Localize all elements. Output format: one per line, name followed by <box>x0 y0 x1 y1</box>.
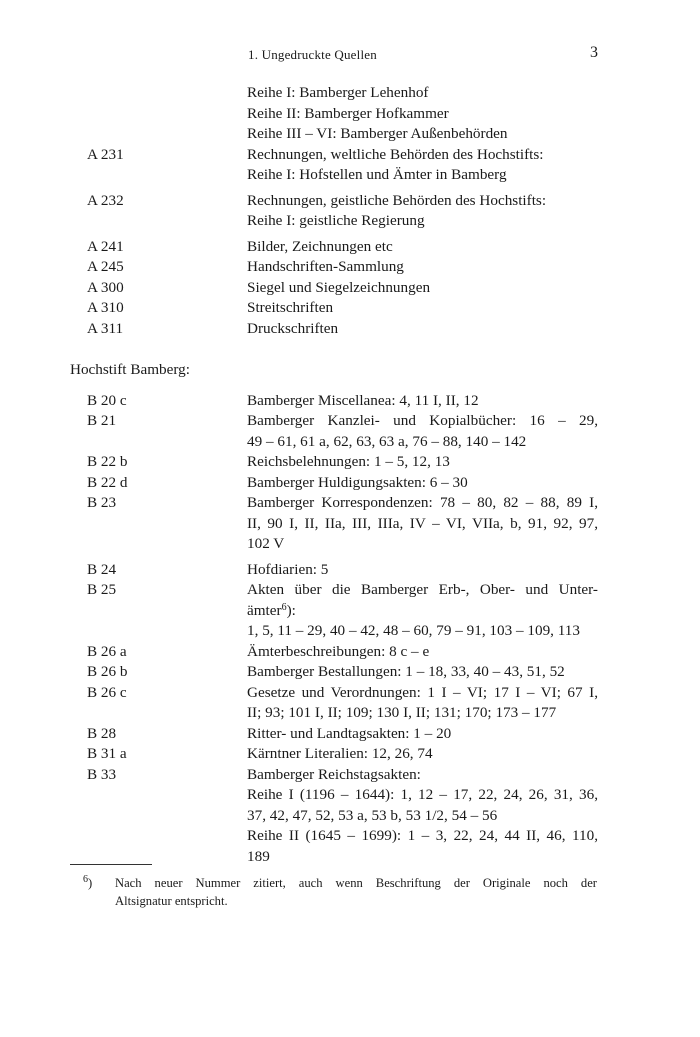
entry-line: Bamberger Korrespondenzen: 78 – 80, 82 – 88, 89 I, <box>247 494 598 511</box>
entry-line: Rechnungen, weltliche Behörden des Hochstifts: <box>247 145 544 163</box>
entry-line <box>247 601 598 622</box>
entry-line: 49 – 61, 61 a, 62, 63, 63 a, 76 – 88, 140 – 142 <box>247 432 527 450</box>
entry-line: Bamberger Bestallungen: 1 – 18, 33, 40 – 43, 51, 52 <box>247 663 565 680</box>
entry-signature <box>0 104 247 125</box>
page-number: 3 <box>590 44 598 61</box>
entry-line: Reihe I: Hofstellen und Ämter in Bamberg <box>247 166 507 183</box>
entry-description <box>247 298 598 319</box>
entry-description <box>247 83 598 104</box>
entry-description <box>247 391 598 412</box>
entry-row <box>0 104 700 125</box>
entry-line: Bamberger Miscellanea: 4, 11 I, II, 12 <box>247 391 479 409</box>
entry-line: Reihe II (1645 – 1699): 1 – 3, 22, 24, 44 II, 46, 110, <box>247 827 598 844</box>
entry-line: Gesetze und Verordnungen: 1 I – VI; 17 I – VI; 67 I, <box>247 683 598 701</box>
entry-line: Reihe III – VI: Bamberger Außenbehörden <box>247 125 508 142</box>
entry-description <box>247 683 598 724</box>
entry-row <box>0 724 700 745</box>
entry-line: 1, 5, 11 – 29, 40 – 42, 48 – 60, 79 – 91, 103 – 109, 113 <box>247 622 580 639</box>
footnote-text <box>87 874 597 910</box>
entry-line: Streitschriften <box>247 299 334 316</box>
entry-signature: B 22 d <box>87 473 128 491</box>
entry-row <box>0 278 700 299</box>
entry-line: Reihe I (1196 – 1644): 1, 12 – 17, 22, 24, 26, 31, 36, <box>247 786 598 803</box>
entry-description <box>247 473 598 494</box>
entry-line: Bamberger Kanzlei- und Kopialbücher: 16 – 29, <box>247 412 598 429</box>
entry-row <box>0 191 700 232</box>
entry-signature: B 23 <box>87 494 117 511</box>
entry-row <box>0 662 700 683</box>
entry-description <box>247 560 598 581</box>
entry-signature: B 26 a <box>87 642 127 660</box>
entry-signature <box>0 124 247 145</box>
entry-line: Bamberger Reichstagsakten: <box>247 765 421 783</box>
entry-row <box>0 145 700 186</box>
entry-row <box>0 765 700 868</box>
entry-line: Druckschriften <box>247 319 339 337</box>
entry-signature: A 231 <box>87 145 124 163</box>
footnote-marker <box>83 874 92 892</box>
entry-row <box>0 683 700 724</box>
entry-description <box>247 744 598 765</box>
entry-signature: B 33 <box>87 765 117 783</box>
entry-line: Rechnungen, geistliche Behörden des Hochstifts: <box>247 191 547 209</box>
footnote <box>83 874 597 910</box>
entry-row <box>0 298 700 319</box>
entry-row <box>0 124 700 145</box>
entry-row <box>0 580 700 642</box>
entry-line: Hofdiarien: 5 <box>247 560 329 578</box>
entry-row <box>0 452 700 473</box>
entry-description <box>247 191 598 232</box>
entry-line: Reihe II: Bamberger Hofkammer <box>247 104 449 122</box>
entry-line: II; 93; 101 I, II; 109; 130 I, II; 131; 170; 173 – 177 <box>247 704 557 721</box>
entry-line: Reihe I: Bamberger Lehenhof <box>247 84 429 101</box>
entry-description <box>247 145 598 186</box>
entry-line: II, 90 I, II, IIa, III, IIIa, IV – VI, VIIa, b, 91, 92, 97, <box>247 514 598 532</box>
entry-line-suffix: ): <box>286 601 296 619</box>
entry-description <box>247 319 598 340</box>
entry-row <box>0 411 700 452</box>
entry-row <box>0 257 700 278</box>
entry-description <box>247 724 598 745</box>
entry-row <box>0 391 700 412</box>
entry-row <box>0 319 700 340</box>
entry-row <box>0 642 700 663</box>
footnote-divider <box>70 864 152 865</box>
entry-signature: B 25 <box>87 581 117 598</box>
footnote-marker-suffix: ) <box>88 876 93 890</box>
running-title: 1. Ungedruckte Quellen <box>248 47 377 62</box>
footnote-line: Altsignatur entspricht. <box>115 894 228 908</box>
entry-line: Handschriften-Sammlung <box>247 258 404 275</box>
footnote-reference[interactable]: 6 <box>281 601 287 613</box>
section-heading: Hochstift Bamberg: <box>70 361 190 378</box>
entry-description <box>247 237 598 258</box>
entry-description <box>247 580 598 642</box>
entry-row <box>0 744 700 765</box>
entry-signature: A 310 <box>87 299 124 316</box>
entry-line: Bamberger Huldigungsakten: 6 – 30 <box>247 473 468 491</box>
entry-line: Bilder, Zeichnungen etc <box>247 237 393 255</box>
entry-line: Reichsbelehnungen: 1 – 5, 12, 13 <box>247 453 450 470</box>
entry-line-text: ämter <box>247 601 282 619</box>
entry-signature: B 28 <box>87 724 117 742</box>
entry-signature: B 22 b <box>87 453 128 470</box>
entry-line: Siegel und Siegelzeichnungen <box>247 278 431 296</box>
entry-signature: B 26 c <box>87 683 127 701</box>
entry-description <box>247 104 598 125</box>
entry-line: Akten über die Bamberger Erb-, Ober- und Unter- <box>247 581 598 598</box>
entry-signature: B 20 c <box>87 391 127 409</box>
entry-description <box>247 278 598 299</box>
entry-description <box>247 452 598 473</box>
entry-line: 102 V <box>247 535 285 552</box>
entry-row <box>0 473 700 494</box>
footnote-number: 6 <box>83 874 88 885</box>
entry-signature: B 26 b <box>87 663 128 680</box>
entry-line: 37, 42, 47, 52, 53 a, 53 b, 53 1/2, 54 – 56 <box>247 806 498 824</box>
entry-line: Ritter- und Landtagsakten: 1 – 20 <box>247 724 452 742</box>
entry-signature: A 241 <box>87 237 124 255</box>
entry-signature <box>0 83 247 104</box>
footnote-line: Nach neuer Nummer zitiert, auch wenn Beschriftung der Originale noch der <box>115 876 597 890</box>
entry-line: Kärntner Literalien: 12, 26, 74 <box>247 745 433 762</box>
entry-line: Reihe I: geistliche Regierung <box>247 212 425 229</box>
entry-description <box>247 642 598 663</box>
entry-signature: A 232 <box>87 191 124 209</box>
entry-description <box>247 124 598 145</box>
entry-row <box>0 493 700 555</box>
entry-description <box>247 257 598 278</box>
entry-line: Ämterbeschreibungen: 8 c – e <box>247 642 430 660</box>
entry-signature: B 21 <box>87 412 117 429</box>
entry-signature: B 31 a <box>87 745 127 762</box>
entry-signature: A 300 <box>87 278 124 296</box>
entry-signature: B 24 <box>87 560 117 578</box>
entry-row <box>0 237 700 258</box>
running-head <box>0 44 700 67</box>
entry-signature: A 245 <box>87 258 124 275</box>
page-body <box>0 83 700 867</box>
entry-row <box>0 83 700 104</box>
entry-description <box>247 493 598 555</box>
entry-signature: A 311 <box>87 319 124 337</box>
entry-description <box>247 662 598 683</box>
entry-description <box>247 411 598 452</box>
entry-description <box>247 765 598 868</box>
entry-line: 189 <box>247 847 270 865</box>
entry-row <box>0 560 700 581</box>
